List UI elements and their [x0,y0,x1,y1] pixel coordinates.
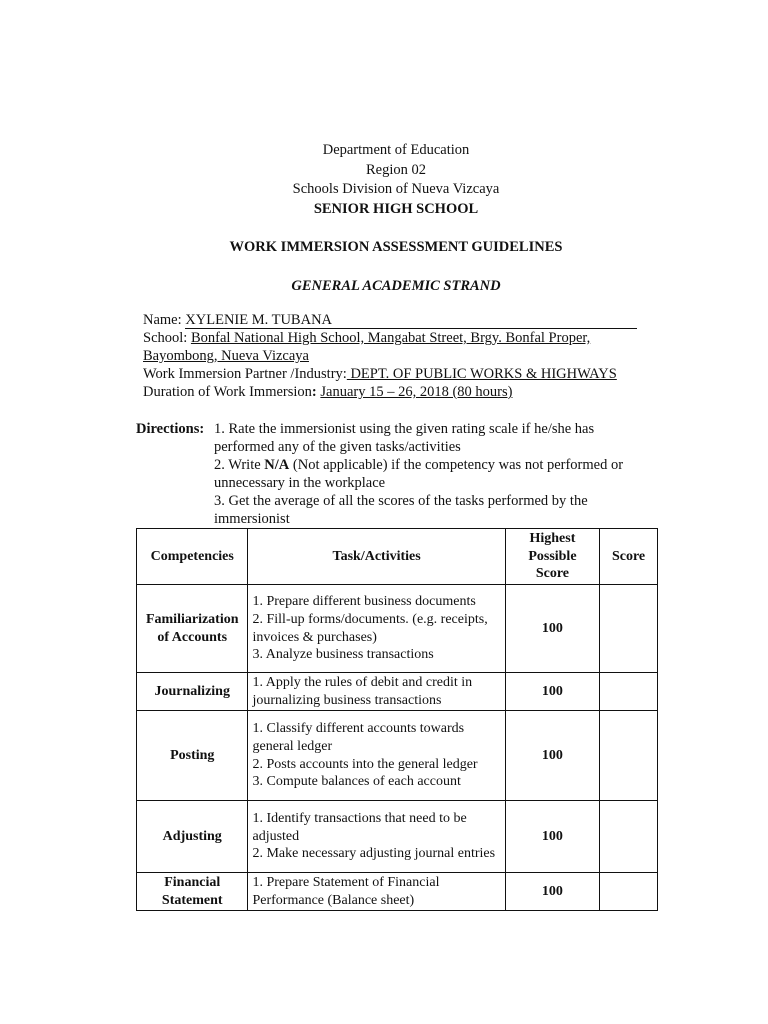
competency-cell [137,585,248,673]
highest-score-cell: 100 [505,873,599,911]
table-row [137,801,658,873]
competency-label: Adjusting [162,828,222,844]
school-row-continued [143,347,643,365]
score-cell[interactable] [600,711,658,801]
header-division: Schools Division of Nueva Vizcaya [292,181,500,197]
competency-cell [137,711,248,801]
direction-item-2-post: (Not applicable) if the competency was not performed or unnecessary in the workplace [214,457,624,491]
school-row [143,329,643,347]
task-cell [248,585,505,673]
header-score: Score [600,529,658,585]
task-item: 2. Fill-up forms/documents. (e.g. receipts, invoices & purchases) [252,611,488,645]
directions-list [214,420,654,528]
competency-label: Posting [170,747,215,763]
header-region: Region 02 [365,161,426,178]
header-highest-line3: Score [535,566,570,582]
header-department: Department of Education [322,142,470,158]
document-title: WORK IMMERSION ASSESSMENT GUIDELINES [229,239,563,255]
task-item: 3. Compute balances of each account [252,774,461,790]
score-cell[interactable] [600,673,658,711]
table-header-row [137,529,658,585]
duration-value: January 15 – 26, 2018 (80 hours) [320,384,513,400]
competency-label: Journalizing [154,683,230,699]
student-info [143,311,643,401]
highest-score-cell: 100 [505,711,599,801]
name-label: Name: [143,312,186,328]
duration-row [143,383,643,401]
task-item: 1. Classify different accounts towards general ledger [252,721,465,754]
name-value: XYLENIE M. TUBANA [185,313,637,329]
competency-cell [137,673,248,711]
direction-item-2-na: N/A [264,457,290,473]
partner-label: Work Immersion Partner /Industry: [143,366,347,382]
task-cell [248,801,505,873]
school-value-continued: Bayombong, Nueva Vizcaya [143,348,309,364]
direction-item-2 [214,456,654,492]
task-cell [248,711,505,801]
direction-item-3: 3. Get the average of all the scores of the tasks performed by the immersionist [214,493,588,527]
header-highest-score [505,529,599,585]
competency-label-line2: Statement [161,892,223,908]
partner-value: DEPT. OF PUBLIC WORKS & HIGHWAYS [346,366,617,382]
assessment-table [136,528,658,911]
score-cell[interactable] [600,873,658,911]
highest-score-cell: 100 [505,673,599,711]
task-item: 2. Posts accounts into the general ledger [252,756,478,772]
direction-item-2-pre: 2. Write [214,457,265,473]
duration-label: Duration of Work Immersion [143,384,312,400]
competency-cell [137,873,248,911]
school-label: School: [143,330,191,346]
strand-title: GENERAL ACADEMIC STRAND [291,277,501,294]
duration-colon: : [311,384,321,400]
name-row [143,311,643,329]
score-cell[interactable] [600,585,658,673]
highest-score-cell: 100 [505,801,599,873]
table-row [137,873,658,911]
partner-row [143,365,643,383]
direction-item-1: 1. Rate the immersionist using the given rating scale if he/she has performed any of the given tasks/activities [214,421,595,455]
task-cell [248,873,505,911]
task-item: 1. Prepare different business documents [252,594,476,610]
task-cell [248,673,505,711]
task-item: 1. Identify transactions that need to be adjusted [252,811,467,844]
task-item: 2. Make necessary adjusting journal entries [252,846,496,862]
table-row [137,673,658,711]
task-item: 3. Analyze business transactions [252,647,434,663]
competency-label: Familiarization [145,611,239,627]
score-cell[interactable] [600,801,658,873]
competency-cell [137,801,248,873]
header-tasks: Task/Activities [248,529,505,585]
task-item: 1. Prepare Statement of Financial Performance (Balance sheet) [252,874,440,908]
header-highest-line1: Highest [529,531,576,547]
table-row [137,585,658,673]
header-school-level: SENIOR HIGH SCHOOL [313,200,479,217]
header-highest-line2: Possible [528,548,577,564]
document-header [0,141,768,296]
table-row [137,711,658,801]
school-value: Bonfal National High School, Mangabat Street, Brgy. Bonfal Proper, [190,330,591,346]
task-item: 1. Apply the rules of debit and credit in journalizing business transactions [252,674,473,708]
competency-label: Financial [164,874,221,890]
competency-label-line2: of Accounts [157,629,228,645]
header-competencies: Competencies [137,529,248,585]
directions-label: Directions: [136,421,205,437]
highest-score-cell: 100 [505,585,599,673]
